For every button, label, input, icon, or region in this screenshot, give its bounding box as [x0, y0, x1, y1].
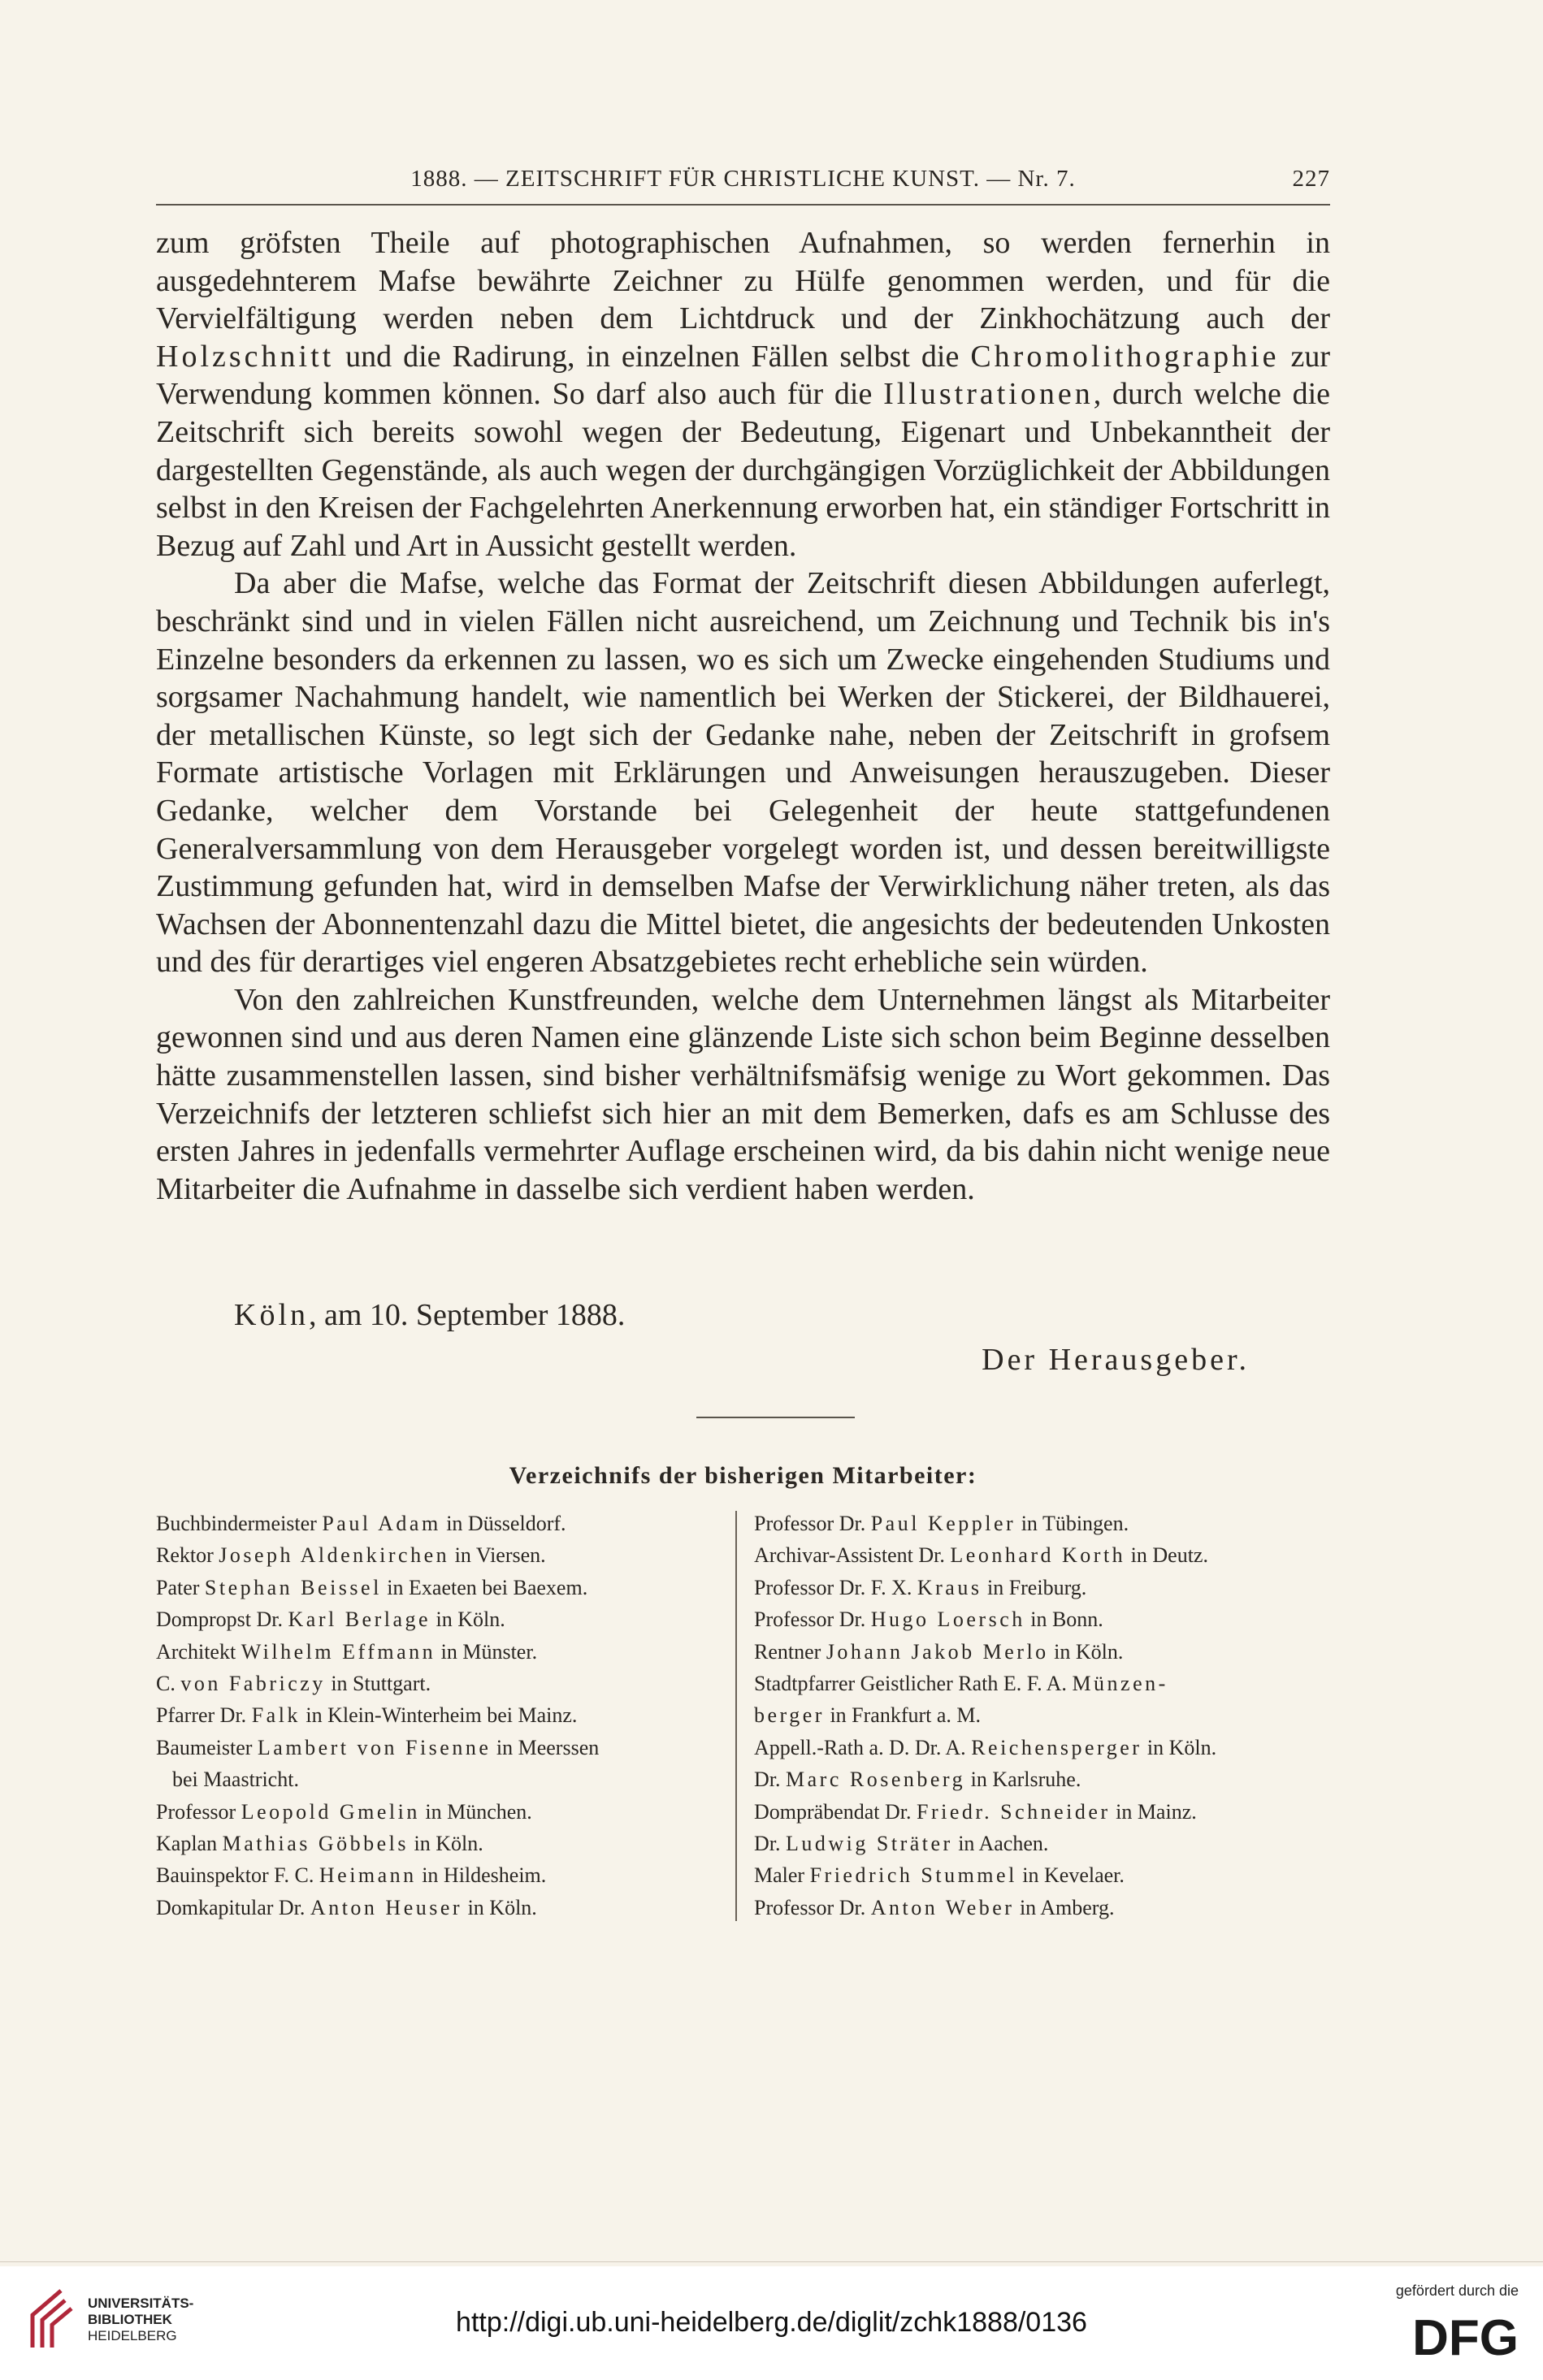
dfg-logo-icon: [1380, 2311, 1519, 2360]
contributor-name: Kraus: [917, 1575, 982, 1599]
contributor-place: in Düsseldorf.: [440, 1512, 566, 1535]
dateline-place: Köln: [234, 1298, 309, 1332]
paragraph-1: [156, 224, 1330, 565]
contributor-title: Kaplan: [156, 1832, 223, 1856]
spaced-emphasis: Illustrationen: [883, 377, 1094, 412]
dateline: [234, 1297, 625, 1333]
contributor-entry: [156, 1796, 717, 1828]
contributor-name: Paul Keppler: [870, 1512, 1016, 1535]
contributor-name: Münzen-: [1072, 1672, 1168, 1696]
contributor-title: Dr.: [754, 1832, 786, 1856]
contributor-place: in Exaeten bei Baexem.: [381, 1575, 588, 1599]
contributor-title: Dompropst Dr.: [156, 1608, 288, 1632]
header-rule: [156, 204, 1330, 206]
contributor-name: Friedr. Schneider: [917, 1799, 1111, 1824]
contributor-title: Appell.-Rath a. D. Dr. A.: [754, 1735, 972, 1759]
contributor-place: in Viersen.: [449, 1543, 546, 1568]
contributor-entry: [156, 1763, 717, 1795]
contributors-left-column: [156, 1508, 717, 1923]
library-name-line-1: UNIVERSITÄTS-: [88, 2296, 194, 2311]
contributor-entry: [156, 1603, 717, 1635]
contributor-entry: [754, 1892, 1327, 1923]
contributor-place: in Freiburg.: [982, 1575, 1087, 1599]
contributor-title: Domprӓbendat Dr.: [754, 1799, 917, 1824]
contributor-name: Friedrich Stummel: [809, 1863, 1017, 1888]
contributor-entry: [754, 1668, 1327, 1699]
contributor-entry: [754, 1859, 1327, 1891]
contributor-title: Professor Dr. F. X.: [754, 1575, 917, 1599]
contributor-place: in Klein-Winterheim bei Mainz.: [300, 1703, 578, 1728]
contributor-title: Baumeister: [156, 1735, 258, 1759]
contributor-place: in München.: [419, 1799, 532, 1824]
contributor-place: in Köln.: [1048, 1639, 1124, 1664]
contributor-entry: [156, 1572, 717, 1603]
running-head: [156, 161, 1330, 197]
digitization-footer: [0, 2266, 1543, 2380]
contributor-entry: [754, 1603, 1327, 1635]
contributor-title: Professor Dr.: [754, 1895, 871, 1919]
contributor-name: Karl Berlage: [288, 1608, 431, 1632]
contributor-name: Reichensperger: [971, 1735, 1142, 1759]
contributor-name: Anton Heuser: [310, 1895, 463, 1919]
contributor-name: Anton Weber: [870, 1895, 1015, 1919]
contributor-title: Pfarrer Dr.: [156, 1703, 252, 1728]
contributor-name: Johann Jakob Merlo: [826, 1639, 1049, 1664]
contributor-place: in Köln.: [431, 1608, 505, 1632]
contributor-entry: [754, 1572, 1327, 1603]
dateline-date: , am 10. September 1888.: [309, 1298, 626, 1332]
permalink[interactable]: http://digi.ub.uni-heidelberg.de/diglit/zchk1888/0136: [456, 2307, 1087, 2338]
contributor-place: in Mainz.: [1110, 1799, 1197, 1824]
contributor-entry: [754, 1636, 1327, 1668]
funding-label: gefördert durch die: [1395, 2283, 1519, 2299]
contributor-place: in Aachen.: [952, 1832, 1049, 1856]
paragraph-2: Da aber die Mafse, welche das Format der Zeitschrift diesen Abbildungen auferlegt, beschränkt sind und in vielen Fällen nicht ausreichend, um Zeichnung und Technik bis in's Einzelne besonders da erkennen zu lassen, wo es sich um Zwecke eingehenden Studiums und sorgsamer Nachahmung handelt, wie namentlich bei Werken der Stickerei, der Bildhauerei, der metallischen Künste, so legt sich der Gedanke nahe, neben der Zeitschrift in grofsem Formate artistische Vorlagen mit Erklärungen und Anweisungen herauszugeben. Dieser Gedanke, welcher dem Vorstande bei Gelegenheit der heute stattgefundenen Generalversammlung von dem Herausgeber vorgelegt worden ist, und dessen bereitwilligste Zustimmung gefunden hat, wird in demselben Mafse der Verwirklichung näher treten, als das Wachsen der Abonnentenzahl dazu die Mittel bietet, die angesichts der bedeutenden Unkosten und des für derartiges viel engeren Absatzgebietes recht erhebliche sein würden.: [156, 566, 1330, 980]
contributor-place: in Stuttgart.: [325, 1672, 431, 1696]
contributor-name: Stephan Beissel: [204, 1575, 382, 1599]
contributor-entry: [754, 1539, 1327, 1571]
contributor-title: Architekt: [156, 1639, 241, 1664]
contributor-entry: [754, 1699, 1327, 1731]
contributor-place: in Tübingen.: [1016, 1512, 1129, 1535]
contributor-place: in Karlsruhe.: [965, 1768, 1081, 1792]
contributor-name: Paul Adam: [322, 1512, 441, 1535]
contributor-title: Pater: [156, 1575, 205, 1599]
contributor-entry: [156, 1636, 717, 1668]
contributor-entry: [156, 1892, 717, 1923]
column-divider: [735, 1511, 737, 1921]
contributor-title: Dr.: [754, 1768, 786, 1792]
contributor-name: Ludwig Sträter: [786, 1832, 953, 1856]
contributor-name: Wilhelm Effmann: [241, 1639, 436, 1664]
contributor-entry: [156, 1699, 717, 1731]
contributor-entry: [754, 1508, 1327, 1539]
text-run: und die Radirung, in einzelnen Fällen selbst die: [334, 339, 971, 374]
contributor-title: Professor Dr.: [754, 1608, 871, 1632]
contributor-place: bei Maastricht.: [172, 1768, 299, 1792]
contributor-title: Maler: [754, 1863, 810, 1888]
contributor-place: in Köln.: [409, 1832, 483, 1856]
contributor-title: Archivar-Assistent Dr.: [754, 1543, 951, 1568]
contributor-title: Stadtpfarrer Geistlicher Rath E. F. A.: [754, 1672, 1073, 1696]
text-run: zur Verwendung kommen können. So darf also auch für die: [156, 339, 1330, 412]
contributor-name: Leopold Gmelin: [241, 1799, 420, 1824]
contributor-title: Domkapitular Dr.: [156, 1895, 310, 1919]
contributor-title: Professor: [156, 1799, 241, 1824]
contributor-entry: [156, 1668, 717, 1699]
contributor-place: in Bonn.: [1025, 1608, 1103, 1632]
contributor-entry: [156, 1732, 717, 1763]
footer-rule: [0, 2261, 1543, 2262]
contributors-right-column: [754, 1508, 1327, 1923]
contributor-name: Mathias Göbbels: [222, 1832, 410, 1856]
library-name-line-3: HEIDELBERG: [88, 2328, 177, 2343]
contributor-place: in Hildesheim.: [416, 1863, 547, 1888]
contributor-title: C.: [156, 1672, 181, 1696]
contributor-place: in Amberg.: [1014, 1895, 1115, 1919]
contributor-name: Leonhard Korth: [950, 1543, 1126, 1568]
spaced-emphasis: Chromolithographie: [970, 339, 1280, 374]
contributor-place: in Frankfurt a. M.: [824, 1703, 982, 1728]
contributor-place: in Deutz.: [1125, 1543, 1208, 1568]
contributors-heading: Verzeichnifs der bisherigen Mitarbeiter:: [509, 1462, 977, 1489]
page-number: 227: [1292, 166, 1330, 192]
contributor-title: Buchbindermeister: [156, 1512, 323, 1535]
contributor-name: Marc Rosenberg: [786, 1768, 966, 1792]
svg-text:DFG: DFG: [1412, 2311, 1519, 2360]
signature: Der Herausgeber.: [982, 1343, 1250, 1377]
contributor-title: Bauinspektor F. C.: [156, 1863, 319, 1888]
running-title: 1888. — ZEITSCHRIFT FÜR CHRISTLICHE KUNST. — Nr. 7.: [410, 166, 1076, 192]
contributor-title: Rentner: [754, 1639, 826, 1664]
contributor-name: Heimann: [319, 1863, 417, 1888]
text-run: , durch welche die Zeitschrift sich bereits sowohl wegen der Bedeutung, Eigenart und Unbekanntheit der dargestellten Gegenstände, als auch wegen der durchgängigen Vorzüglichkeit der Abbildungen selbst in den Kreisen der Fachgelehrten Anerkennung erworben hat, ein ständiger Fortschritt in Bezug auf Zahl und Art in Aussicht gestellt werden.: [156, 377, 1330, 563]
spaced-emphasis: Holzschnitt: [156, 339, 335, 374]
contributor-entry: [156, 1508, 717, 1539]
contributor-entry: [156, 1859, 717, 1891]
contributor-name: Lambert von Fisenne: [257, 1735, 492, 1759]
contributor-entry: [156, 1828, 717, 1859]
contributor-title: Rektor: [156, 1543, 219, 1568]
contributor-name: berger: [754, 1703, 825, 1728]
contributor-place: in Köln.: [462, 1895, 537, 1919]
contributor-title: Professor Dr.: [754, 1512, 871, 1535]
contributor-place: in Köln.: [1142, 1735, 1217, 1759]
section-divider: [696, 1417, 855, 1418]
contributor-place: in Münster.: [436, 1639, 538, 1664]
contributor-entry: [754, 1763, 1327, 1795]
paragraph-3: Von den zahlreichen Kunstfreunden, welche dem Unternehmen längst als Mitarbeiter gewonnen sind und aus deren Namen eine glänzende Liste sich schon beim Beginne desselben hätte zusammenstellen lassen, sind bisher verhältnifsmäfsig wenige zu Wort gekommen. Das Verzeichnifs der letzteren schliefst sich hier an mit dem Bemerken, dafs es am Schlusse des ersten Jahres in jedenfalls vermehrter Auflage erscheinen wird, da bis dahin nicht wenige neue Mitarbeiter die Aufnahme in dasselbe sich verdient haben werden.: [156, 982, 1330, 1206]
contributor-entry: [754, 1732, 1327, 1763]
article-body: [156, 224, 1330, 1208]
contributor-name: von Fabriczy: [180, 1672, 326, 1696]
contributor-entry: [754, 1828, 1327, 1859]
contributor-name: Hugo Loersch: [870, 1608, 1025, 1632]
contributor-entry: [156, 1539, 717, 1571]
contributor-name: Falk: [251, 1703, 301, 1728]
contributor-name: Joseph Aldenkirchen: [219, 1543, 450, 1568]
contributor-place: in Kevelaer.: [1016, 1863, 1125, 1888]
library-name-line-2: BIBLIOTHEK: [88, 2312, 172, 2327]
contributor-place: in Meerssen: [491, 1735, 600, 1759]
contributor-entry: [754, 1796, 1327, 1828]
text-run: zum gröfsten Theile auf photographischen Aufnahmen, so werden fernerhin in ausgedehnterem Mafse bewährte Zeichner zu Hülfe genommen werden, und für die Vervielfältigung werden neben dem Lichtdruck und der Zinkhochätzung auch der: [156, 226, 1330, 336]
